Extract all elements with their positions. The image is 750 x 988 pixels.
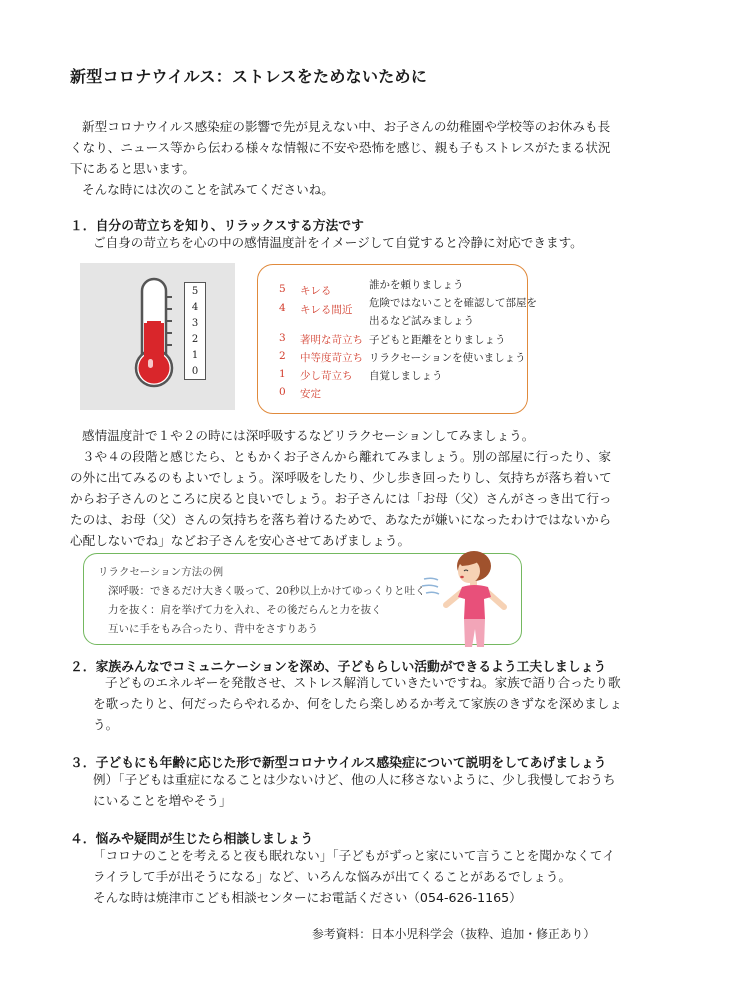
section-4-body-3: そんな時は焼津市こども相談センターにお電話ください（054-626-1165） [93,890,522,905]
section-1-body-5: たのは、お母（父）さんの気持ちを落ち着けるためで、あなたが嫌いになったわけではないから [70,512,612,527]
level-label: 著明な苛立ち [300,334,363,346]
section-1-body-4: からお子さんのところに戻ると良いでしょう。お子さんには「お母（父）さんがさっき出て行っ [70,491,612,506]
relaxation-item: 互いに手をもみ合ったり、背中をさすりあう [108,623,318,635]
level-number: 1 [279,368,286,380]
scale-number: 5 [191,286,199,297]
section-2-heading: ２．家族みんなでコミュニケーションを深め、子どもらしい活動ができるよう工夫しましょう [70,660,607,675]
relaxation-title: リラクセーション方法の例 [98,566,224,578]
section-3-heading: ３．子どもにも年齢に応じた形で新型コロナウイルス感染症について説明をしてあげましょう [70,756,607,771]
section-3-body-1: 例）「子どもは重症になることは少ないけど、他の人に移さないように、少し我慢しておうち [93,772,616,787]
level-label: キレる [300,285,332,297]
page-title: 新型コロナウイルス：ストレスをためないために [70,67,428,86]
scale-number: 3 [191,318,199,329]
level-label: 安定 [300,388,321,400]
level-label: 少し苛立ち [300,370,353,382]
section-4-body-2: ライラして手が出そうになる」など、いろんな悩みが出てくることがあるでしょう。 [93,869,572,884]
scale-number: 2 [191,334,199,345]
level-number: 4 [279,302,286,314]
relaxation-item: 深呼吸：できるだけ大きく吸って、20秒以上かけてゆっくりと吐く [108,585,426,597]
level-number: 0 [279,386,286,398]
reference-note: 参考資料：日本小児科学会（抜粋、追加・修正あり） [312,927,596,941]
section-2-body-3: う。 [93,717,119,732]
thermometer-figure [80,263,235,410]
section-4-heading: ４．悩みや疑問が生じたら相談しましょう [70,832,314,847]
section-1-body-1: 感情温度計で１や２の時には深呼吸するなどリラクセーションしてみましょう。 [82,428,535,443]
section-2-body-2: を歌ったりと、何だったらやれるか、何をしたら楽しめるか考えて家族のきずなを深めましょ [93,696,622,711]
section-1-lead: ご自身の苛立ちを心の中の感情温度計をイメージして自覚すると冷静に対応できます。 [93,235,583,250]
action-text: 子どもと距離をとりましょう [369,334,506,346]
action-text: 誰かを頼りましょう [369,279,464,291]
level-number: 3 [279,332,286,344]
relaxation-item: 力を抜く：肩を挙げて力を入れ、その後だらんと力を抜く [108,604,382,616]
action-text: 出るなど試みましょう [369,315,474,327]
section-2-body-1: 子どものエネルギーを発散させ、ストレス解消していきたいですね。家族で語り合ったり歌 [105,675,621,690]
section-1-body-3: の外に出てみるのもよいでしょう。深呼吸をしたり、少し歩き回ったりし、気持ちが落ち着いて [70,470,612,485]
intro-line-3: 下にあると思います。 [70,161,195,176]
stress-levels-box [257,264,537,414]
section-4-body-1: 「コロナのことを考えると夜も眠れない」「子どもがずっと家にいて言うことを聞かなくてイ [93,848,615,863]
intro-line-1: 新型コロナウイルス感染症の影響で先が見えない中、お子さんの幼稚園や学校等のお休みも長 [82,119,611,134]
intro-line-2: くなり、ニュース等から伝わる様々な情報に不安や恐怖を感じ、親も子もストレスがたまる状況 [70,140,611,155]
scale-number: 4 [191,302,199,313]
action-text: 自覚しましょう [369,370,443,382]
action-text: 危険ではないことを確認して部屋を [369,297,537,309]
scale-number: 1 [191,350,199,361]
thermometer-icon [80,263,235,410]
level-label: 中等度苛立ち [300,352,363,364]
section-1-heading: １．自分の苛立ちを知り、リラックスする方法です [70,219,364,234]
intro-line-4: そんな時には次のことを試みてくださいね。 [82,182,334,197]
level-number: 5 [279,283,286,295]
section-1-body-6: 心配しないでね」などお子さんを安心させてあげましょう。 [70,533,411,548]
thermometer-scale [184,282,206,380]
scale-number: 0 [191,366,199,377]
level-number: 2 [279,350,286,362]
breathing-woman-illustration [418,549,508,649]
section-1-body-2: ３や４の段階と感じたら、ともかくお子さんから離れてみましょう。別の部屋に行ったり、家 [82,449,611,464]
action-text: リラクセーションを使いましょう [369,352,526,364]
section-3-body-2: にいることを増やそう」 [93,793,232,808]
level-label: キレる間近 [300,304,353,316]
